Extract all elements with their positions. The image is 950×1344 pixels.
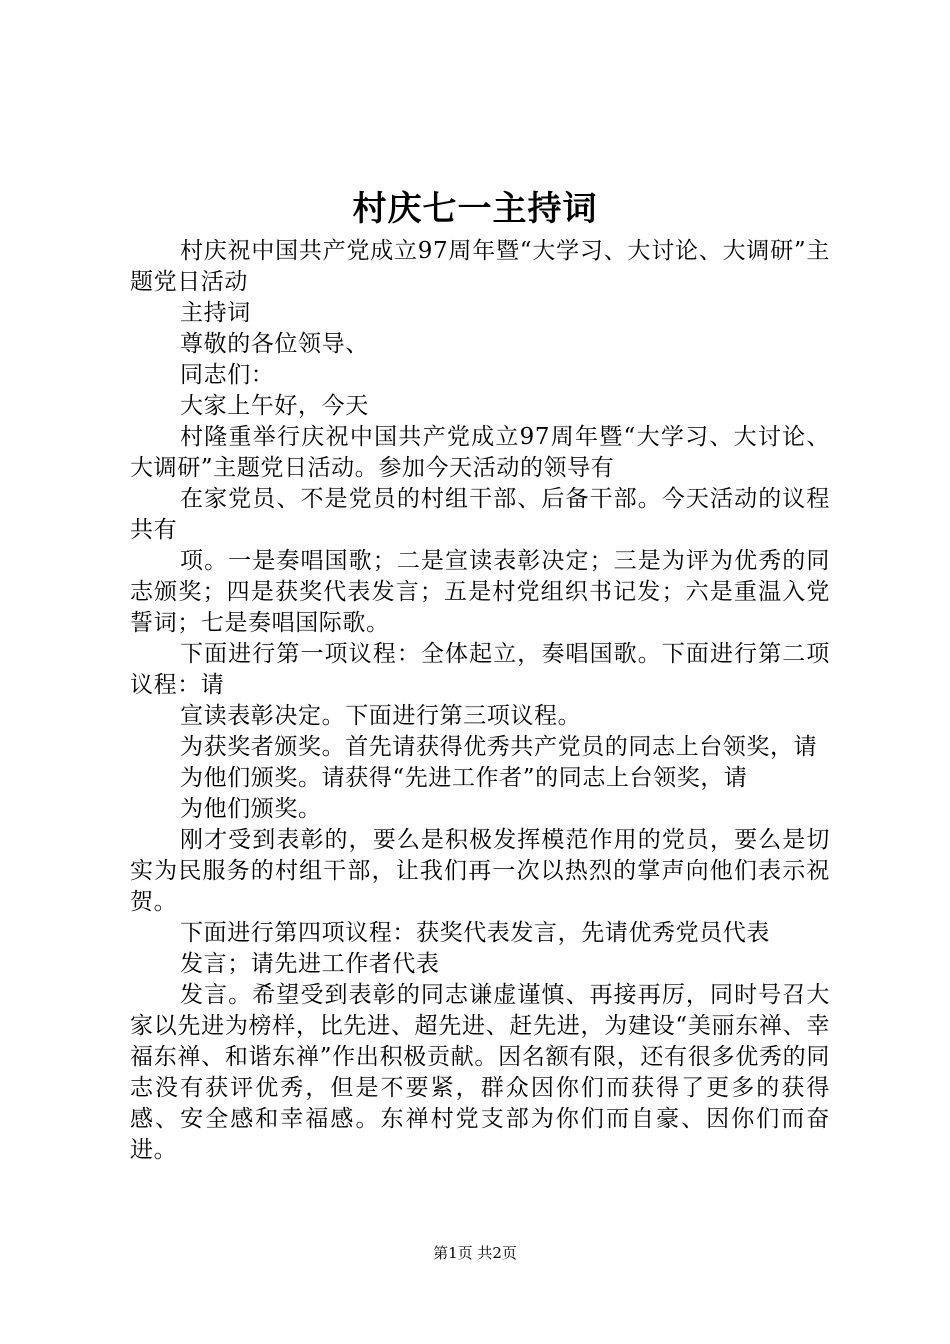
paragraph: 发言；请先进工作者代表 [180,951,440,977]
paragraph: 为获奖者颁奖。首先请获得优秀共产党员的同志上台领奖，请 [180,734,818,760]
paragraph: 尊敬的各位领导、 [180,331,369,357]
paragraph: 为他们颁奖。 [180,796,322,822]
paragraph: 主持词 [180,300,251,326]
paragraph: 宣读表彰决定。下面进行第三项议程。 [180,703,582,729]
paragraph: 为他们颁奖。请获得“先进工作者”的同志上台领奖，请 [180,765,748,791]
paragraph: 村庆祝中国共产党成立97周年暨“大学习、大讨论、大调研”主题党日活动 [130,238,830,295]
paragraph: 下面进行第四项议程：获奖代表发言，先请优秀党员代表 [180,920,770,946]
paragraph: 大家上午好，今天 [180,393,369,419]
paragraph: 项。一是奏唱国歌；二是宣读表彰决定；三是为评为优秀的同志颁奖；四是获奖代表发言；五是村党组织书记发；六是重温入党誓词；七是奏唱国际歌。 [130,548,830,636]
document-body [130,236,830,1166]
paragraph: 同志们： [180,362,275,388]
page-footer: 第1页 共2页 [433,1244,517,1262]
document-title: 村庆七一主持词 [352,189,598,229]
paragraph: 刚才受到表彰的，要么是积极发挥模范作用的党员，要么是切实为民服务的村组干部，让我们再一次以热烈的掌声向他们表示祝贺。 [130,827,830,915]
paragraph: 下面进行第一项议程：全体起立，奏唱国歌。下面进行第二项议程：请 [130,641,830,698]
paragraph: 在家党员、不是党员的村组干部、后备干部。今天活动的议程共有 [130,486,830,543]
paragraph: 发言。希望受到表彰的同志谦虚谨慎、再接再厉，同时号召大家以先进为榜样，比先进、超先进、赶先进，为建设“美丽东禅、幸福东禅、和谐东禅”作出积极贡献。因名额有限，还有很多优秀的同志没有获评优秀，但是不要紧，群众因你们而获得了更多的获得感、安全感和幸福感。东禅村党支部为你们而自豪、因你们而奋进。 [130,982,830,1163]
paragraph: 村隆重举行庆祝中国共产党成立97周年暨“大学习、大讨论、大调研”主题党日活动。参加今天活动的领导有 [130,424,830,481]
